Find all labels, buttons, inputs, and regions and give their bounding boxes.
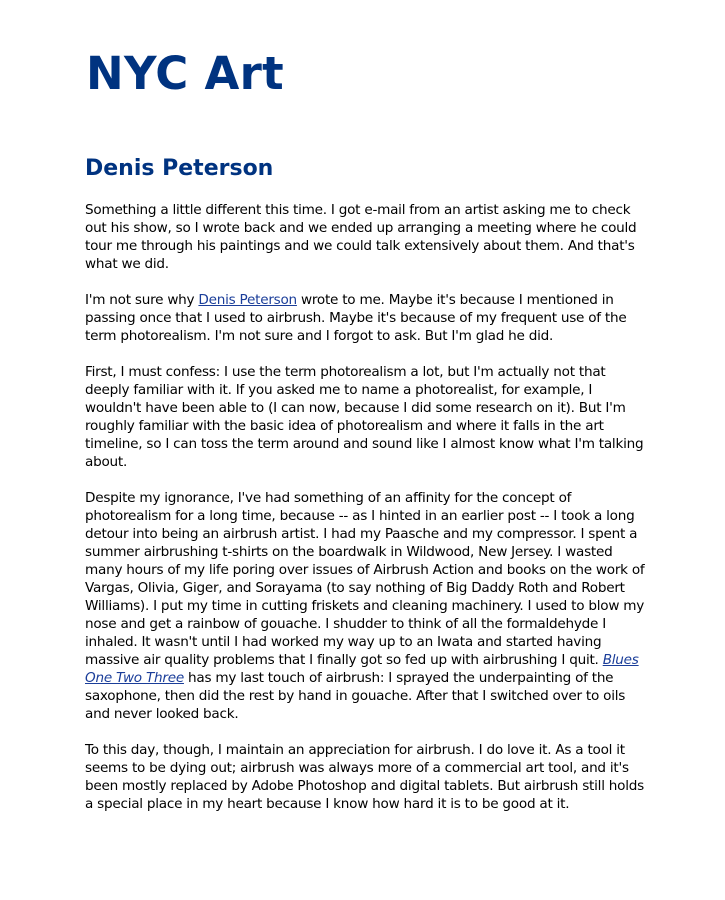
paragraph-4-text-end: has my last touch of airbrush: I sprayed the underpainting of the saxophone, then did the rest by hand in gouache. After that I switched over to oils and never looked back. <box>85 670 626 722</box>
paragraph-4-text-start: Despite my ignorance, I've had something of an affinity for the concept of photorealism for a long time, because -- as I hinted in an earlier post -- I took a long detour into being an airbrush artist. I had my Paasche and my compressor. I spent a summer airbrushing t-shirts on the boardwalk in Wildwood, New Jersey. I wasted many hours of my life poring over issues of Airbrush Action and books on the work of Vargas, Olivia, Giger, and Sorayama (to say nothing of Big Daddy Roth and Robert Williams). I put my time in cutting friskets and cleaning machinery. I used to blow my nose and get a rainbow of gouache. I shudder to think of all the formaldehyde I inhaled. It wasn't until I had worked my way up to an Iwata and started having massive air quality problems that I finally got so fed up with airbrushing I quit. <box>85 490 645 668</box>
denis-peterson-link[interactable]: Denis Peterson <box>198 292 297 308</box>
paragraph-2-text-end: wrote to me. Maybe it's because I mentioned in passing once that I used to airbrush. Maybe it's because of my frequent use of the term photorealism. I'm not sure and I forgot to ask. But I'm glad he did. <box>85 292 627 344</box>
post-body <box>85 201 650 831</box>
post-title: Denis Peterson <box>85 156 274 181</box>
paragraph-1: Something a little different this time. I got e-mail from an artist asking me to check out his show, so I wrote back and we ended up arranging a meeting where he could tour me through his paintings and we could talk extensively about them. And that's what we did. <box>85 202 637 272</box>
paragraph-5: To this day, though, I maintain an appreciation for airbrush. I do love it. As a tool it seems to be dying out; airbrush was always more of a commercial art tool, and it's been mostly replaced by Adobe Photoshop and digital tablets. But airbrush still holds a special place in my heart because I know how hard it is to be good at it. <box>85 742 644 812</box>
paragraph-2 <box>85 291 650 345</box>
blues-one-two-three-link[interactable]: Blues One Two Three <box>85 652 639 686</box>
paragraph-2-text-start: I'm not sure why <box>85 292 199 308</box>
paragraph-3: First, I must confess: I use the term photorealism a lot, but I'm actually not that deeply familiar with it. If you asked me to name a photorealist, for example, I wouldn't have been able to (I can now, because I did some research on it). But I'm roughly familiar with the basic idea of photorealism and where it falls in the art timeline, so I can toss the term around and sound like I almost know what I'm talking about. <box>85 364 644 470</box>
paragraph-4 <box>85 489 650 723</box>
site-title: NYC Art <box>86 47 284 100</box>
